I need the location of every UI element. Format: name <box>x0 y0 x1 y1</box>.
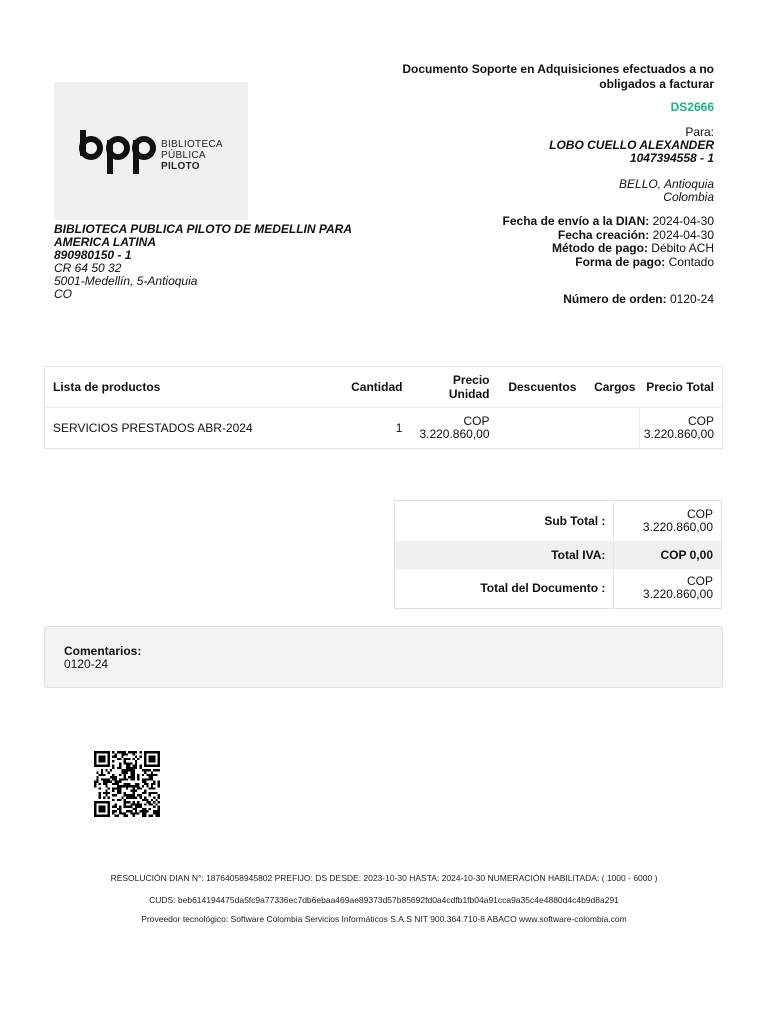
iva-value: COP 0,00 <box>614 541 722 569</box>
recipient-location <box>470 178 714 204</box>
row-discounts <box>494 408 581 449</box>
document-meta <box>470 215 714 269</box>
products-header-row <box>45 367 723 408</box>
issuer-block <box>54 223 384 301</box>
payment-form-value: Contado <box>668 254 714 269</box>
document-total-row <box>395 569 722 609</box>
recipient-country: Colombia <box>663 190 714 204</box>
table-row <box>45 408 723 449</box>
document-total-amount: 3.220.860,00 <box>642 587 713 602</box>
row-unit-price <box>406 408 493 449</box>
row-quantity: 1 <box>395 421 403 435</box>
logo-line-2: PÚBLICA <box>161 150 206 161</box>
footer-resolution: RESOLUCIÓN DIAN N°: 18764058945802 PREFIJO: DS DESDE: 2023-10-30 HASTA: 2024-10-30 NUMERACIÓN HABILITADA: ( 1000 - 6000 ) <box>110 873 658 883</box>
created-date-value: 2024-04-30 <box>652 227 714 242</box>
issuer-name-line-2: AMERICA LATINA <box>54 235 156 249</box>
payment-method-label: Método de pago: <box>551 241 648 255</box>
document-number: DS2666 <box>670 100 714 114</box>
header-unit-price-line-2: Unidad <box>448 387 490 401</box>
payment-method-value: Débito ACH <box>651 241 714 255</box>
document-total-currency: COP <box>686 574 713 589</box>
logo-line-3: PILOTO <box>161 161 200 172</box>
row-unit-amount: 3.220.860,00 <box>419 427 490 441</box>
issuer-city: 5001-Medellín, 5-Antioquia <box>54 274 198 288</box>
company-logo <box>54 82 248 220</box>
iva-label: Total IVA: <box>551 547 606 562</box>
comments-text: 0120-24 <box>64 657 109 671</box>
bpp-logo-mark <box>78 126 158 176</box>
row-total-currency: COP <box>687 414 714 428</box>
logo-wordmark <box>161 139 223 172</box>
subtotal-value <box>614 501 722 541</box>
payment-form-line <box>470 256 714 270</box>
order-number-label: Número de orden: <box>563 292 667 306</box>
qr-code <box>93 751 161 817</box>
recipient-block <box>470 126 714 165</box>
issuer-address: CR 64 50 32 <box>54 261 122 275</box>
header-quantity: Cantidad <box>336 367 407 408</box>
subtotal-row <box>395 501 722 541</box>
recipient-city: BELLO, Antioquia <box>619 177 714 191</box>
document-title <box>400 62 714 92</box>
iva-row <box>395 541 722 569</box>
footer-cuds: CUDS: beb614194475da5fc9a77336ec7db6ebaa469ae89373d57b85692fd0a4cdfb1fb04a91cca9a35c4e4880d4c4b9d8a291 <box>149 895 619 905</box>
header-unit-price-line-1: Precio <box>452 373 490 387</box>
products-table <box>44 366 723 449</box>
created-date-line <box>470 229 714 243</box>
issuer-nit: 890980150 - 1 <box>54 248 132 262</box>
created-date-label: Fecha creación: <box>557 227 650 242</box>
comments-box <box>44 626 723 688</box>
subtotal-label: Sub Total : <box>544 513 606 528</box>
row-total-amount: 3.220.860,00 <box>643 427 714 441</box>
subtotal-amount: 3.220.860,00 <box>642 519 713 534</box>
header-charges: Cargos <box>580 367 639 408</box>
order-number-value: 0120-24 <box>669 292 714 306</box>
recipient-name: LOBO CUELLO ALEXANDER <box>549 138 714 152</box>
comments-label: Comentarios: <box>64 644 142 658</box>
send-date-line <box>470 215 714 229</box>
totals-table <box>394 500 722 609</box>
header-product: Lista de productos <box>45 367 336 408</box>
document-total-label: Total del Documento : <box>480 581 606 596</box>
document-title-line-1: Documento Soporte en Adquisiciones efectuados a no <box>402 62 714 76</box>
recipient-id: 1047394558 - 1 <box>629 151 714 165</box>
header-unit-price <box>406 367 493 408</box>
row-product: SERVICIOS PRESTADOS ABR-2024 <box>53 421 253 435</box>
row-total <box>639 408 722 449</box>
order-number-line <box>470 293 714 306</box>
payment-method-line <box>470 242 714 256</box>
document-title-line-2: obligados a facturar <box>599 77 714 91</box>
document-total-value <box>614 569 722 609</box>
payment-form-label: Forma de pago: <box>575 254 666 269</box>
recipient-label: Para: <box>685 125 714 139</box>
header-total: Precio Total <box>639 367 722 408</box>
logo-line-1: BIBLIOTECA <box>161 139 223 150</box>
send-date-value: 2024-04-30 <box>652 214 714 228</box>
header-discounts: Descuentos <box>494 367 581 408</box>
footer-provider: Proveedor tecnológico: Software Colombia Servicios Informáticos S.A.S NIT 900.364.710-8 ABACO www.software-colombia.com <box>141 914 627 924</box>
row-charges <box>580 408 639 449</box>
row-unit-currency: COP <box>463 414 490 428</box>
subtotal-currency: COP <box>686 506 713 521</box>
issuer-name-line-1: BIBLIOTECA PUBLICA PILOTO DE MEDELLIN PARA <box>54 222 353 236</box>
issuer-country: CO <box>54 287 72 301</box>
send-date-label: Fecha de envío a la DIAN: <box>502 214 650 228</box>
